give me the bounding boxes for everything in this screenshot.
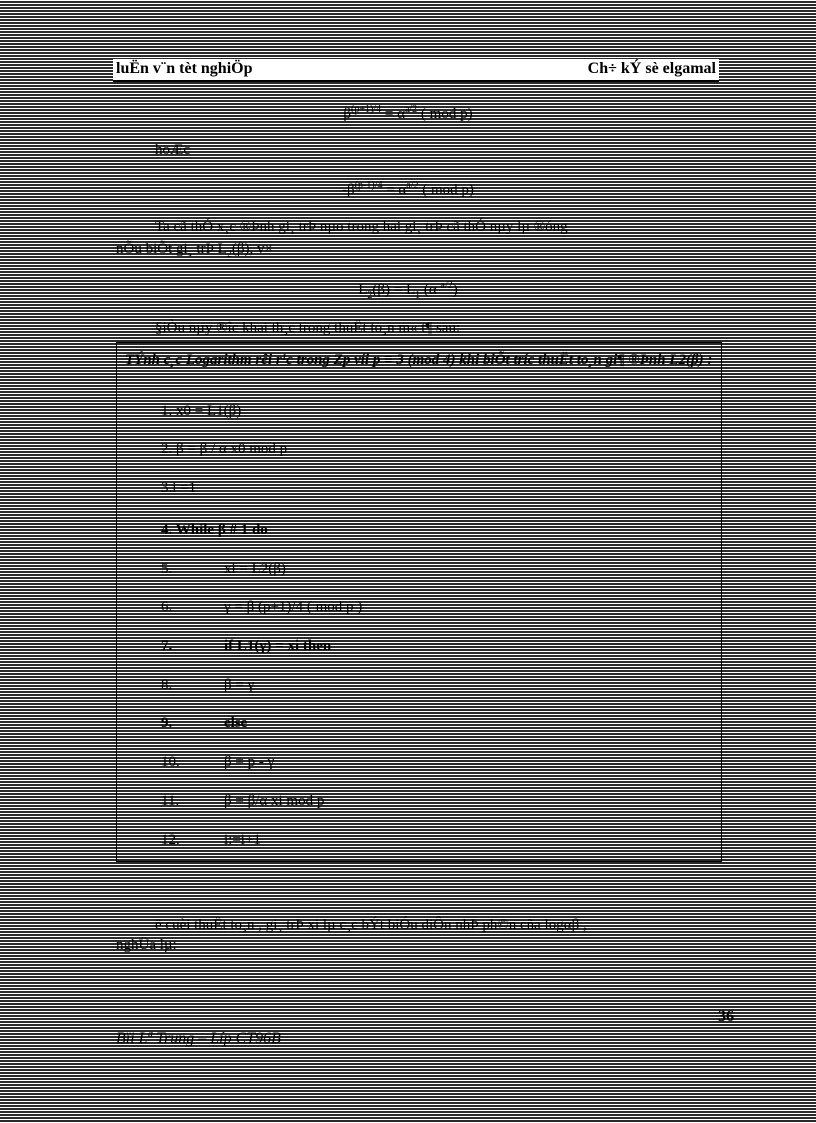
step-5-number: 5. [161, 561, 173, 577]
step-7-number: 7. [161, 638, 173, 654]
header-rule [113, 80, 719, 82]
step-10-number: 10. [161, 754, 180, 770]
step-6-number: 6. [161, 599, 173, 615]
step-2-number: 2. β = β / α x0 mod p [161, 441, 288, 457]
equation-2: $-\beta^{(p-1)/4} = \alpha^{a/2}$ ( mod p) [342, 180, 474, 198]
step-9-text: else [224, 715, 248, 731]
paragraph-1-line-1: Ta cã thÓ x¸c ®Þnh gi¸ trÞ nµo trong hai gi¸ trÞ cã thÓ nµy lµ ®óng [155, 219, 568, 235]
equation-3: $L_2(\beta) = L_1$ (α $^{a/2}$) [358, 280, 458, 301]
paragraph-3-line-2: nghÜa lµ: [116, 937, 177, 953]
paragraph-2: §iÒu nµy ®îc khai th¸c trong thuËt to¸n m« t¶ sau: [155, 320, 461, 336]
footer-author: Bïi Lª Trung – Líp CT96B [116, 1030, 281, 1047]
step-8-number: 8. [161, 677, 173, 693]
paragraph-1-line-2: nÕu biÕt gi¸ trÞ $L_2(\beta)$, v× [116, 241, 273, 260]
step-6-text: γ = β (p+1)/4 ( mod p ) [224, 599, 363, 615]
step-11-text: β = β/α xi mod p [224, 793, 325, 809]
algorithm-title: TÝnh c¸c Logarithm rêi r¹c trong Zp víi p ≡ 3 (mod 4) khi biÕt tríc thuËt to¸n gi¶ ®Þnh L2(β) : [125, 352, 713, 368]
step-12-number: 12. [161, 832, 180, 848]
page-number: 36 [718, 1008, 734, 1025]
step-5-text: xi = L2(β) [224, 561, 286, 577]
equation-1: $\beta^{(p+1)/4} = \alpha^{a/2}$ ( mod p) [343, 104, 473, 122]
step-11-number: 11. [161, 793, 180, 809]
step-10-text: β = p - γ [224, 754, 275, 770]
or-text: hoÆc [155, 142, 190, 158]
step-4-number: 4. While β # 1 do [161, 522, 268, 538]
step-12-text: i:=i+1 [224, 832, 261, 848]
header-right-title: Ch÷ kÝ sè elgamal [587, 60, 716, 77]
step-8-text: β = γ [224, 677, 255, 693]
step-3-number: 3.i =1 [161, 480, 197, 496]
paragraph-3-line-1: ë cuèi thuËt to¸n , gi¸ trÞ xi lµ c¸c bÝt biÓu diÔn nhÞ ph©n cña logαβ , [155, 917, 587, 933]
header-left-title: luËn v¨n tèt nghiÖp [116, 60, 253, 77]
algorithm-box [116, 342, 722, 862]
step-7-text: if L1(γ) = xi then [224, 638, 332, 654]
step-1-number: 1. x0 = L1(β) [161, 403, 242, 419]
step-9-number: 9. [161, 715, 173, 731]
